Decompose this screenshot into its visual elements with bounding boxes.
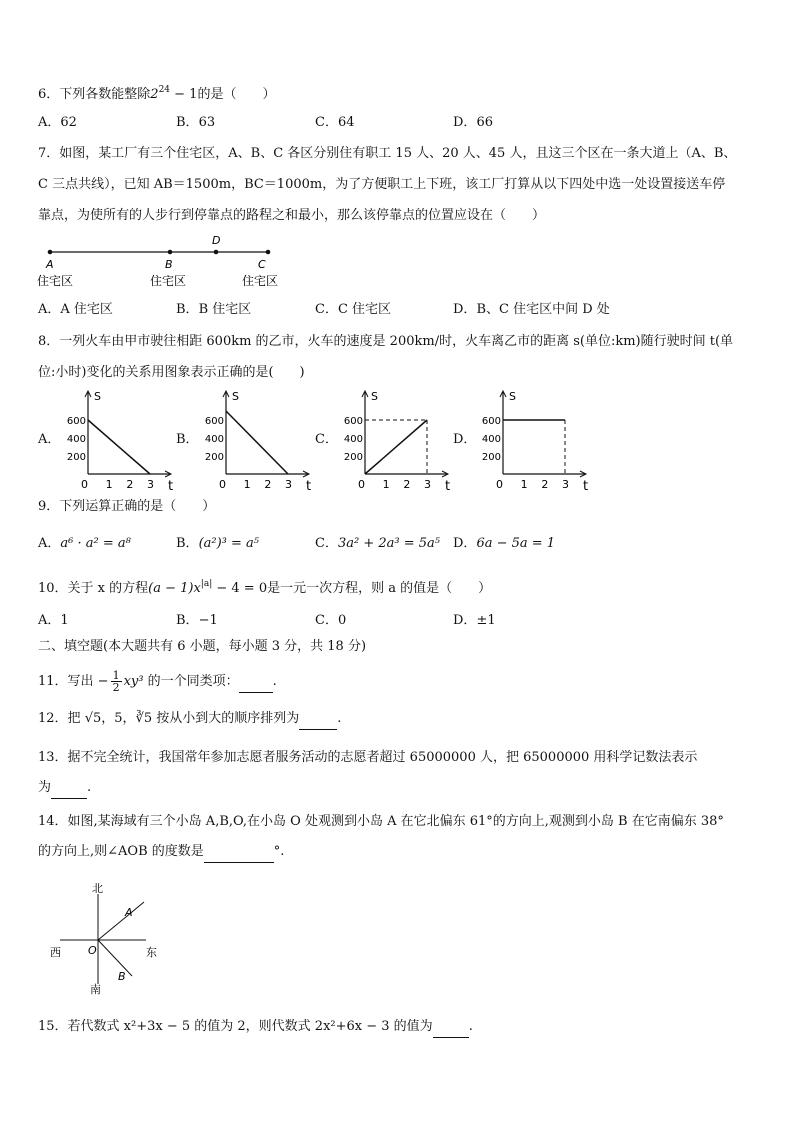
q7-line-3: 靠点，为使所有的人步行到停靠点的路程之和最小，那么该停靠点的位置应设在（ ） — [38, 208, 546, 223]
q12-answer-blank[interactable] — [299, 709, 337, 730]
option-letter: D． — [453, 115, 477, 130]
q13-line-1: 13．据不完全统计，我国常年参加志愿者服务活动的志愿者超过 65000000 人，把 65000000 用科学记数法表示 — [38, 750, 698, 765]
x-tick-label: 3 — [285, 478, 292, 491]
q6-text-before: 6．下列各数能整除 — [38, 87, 151, 102]
option-letter: A． — [38, 536, 61, 551]
q8-chart-d[interactable] — [473, 384, 591, 496]
q14-end: °. — [273, 844, 285, 859]
q8-option-d[interactable]: D． — [453, 432, 477, 447]
x-axis-label: t — [583, 479, 589, 494]
q7-option-a[interactable] — [38, 300, 113, 320]
east-label: 东 — [146, 946, 157, 959]
series-line — [226, 411, 288, 474]
option-letter: D． — [453, 302, 477, 317]
y-tick-label: 200 — [66, 452, 86, 463]
point-b — [168, 250, 173, 255]
q8-line-1: 8．一列火车由甲市驶往相距 600km 的乙市，火车的速度是 200km/时，火车离乙市的距离 s(单位:km)随行驶时间 t(单 — [38, 334, 734, 349]
ray-ob — [98, 940, 132, 976]
q14-compass-figure — [48, 880, 168, 995]
q10-text-after: 是一元一次方程，则 a 的值是（ ） — [267, 581, 492, 596]
q6-option-b[interactable] — [176, 113, 215, 133]
q15-end: . — [468, 1019, 473, 1034]
q10-stem — [38, 574, 491, 599]
q10-option-b[interactable] — [176, 611, 218, 631]
q13-answer-blank[interactable] — [51, 778, 87, 799]
point-b-label: B — [118, 970, 126, 983]
question-6-stem — [38, 80, 275, 105]
q6-option-a[interactable] — [38, 113, 77, 133]
y-tick-label: 200 — [343, 452, 363, 463]
option-letter: C． — [315, 115, 338, 130]
q9-stem: 9．下列运算正确的是（ ） — [38, 499, 216, 514]
option-letter: B． — [176, 536, 199, 551]
option-letter: B． — [176, 302, 199, 317]
q12-separator: ，5， — [101, 711, 136, 726]
q11-fraction — [111, 670, 122, 693]
option-letter: A． — [38, 302, 61, 317]
x-tick-label: 2 — [126, 478, 134, 491]
q7-option-b[interactable] — [176, 300, 251, 320]
option-letter: A． — [38, 115, 61, 130]
option-text: 0 — [337, 613, 347, 628]
ray-oa — [98, 902, 144, 940]
x-tick-label: 1 — [105, 478, 113, 491]
option-letter: B． — [176, 613, 199, 628]
q7-option-c[interactable] — [315, 300, 391, 320]
y-tick-label: 200 — [481, 452, 501, 463]
q11-prefix: 11．写出 − — [38, 674, 109, 689]
q6-option-c[interactable] — [315, 113, 355, 133]
option-letter: D． — [453, 536, 477, 551]
option-text: 1 — [60, 613, 69, 628]
q8-chart-a[interactable] — [58, 384, 176, 496]
option-text: B 住宅区 — [198, 302, 252, 317]
y-axis-label: S — [371, 390, 378, 403]
q9-option-b[interactable] — [176, 534, 259, 554]
q12-sqrt5: √5 — [84, 711, 102, 726]
q14-answer-blank[interactable] — [204, 842, 274, 863]
x-axis-label: t — [445, 479, 451, 494]
q11 — [38, 670, 277, 693]
q6-text-after: 的是（ ） — [197, 87, 276, 102]
q8-option-a[interactable]: A． — [38, 432, 61, 447]
option-letter: B． — [176, 115, 199, 130]
x-tick-label: 3 — [424, 478, 431, 491]
x-axis-label: t — [168, 479, 174, 494]
option-text: 66 — [476, 115, 493, 130]
q15-prefix: 15．若代数式 x²+3x − 5 的值为 2，则代数式 2x²+6x − 3 的值为 — [38, 1019, 433, 1034]
option-text: 6a − 5a = 1 — [476, 536, 556, 551]
q7-figure — [30, 230, 310, 292]
q7-option-d[interactable] — [453, 300, 610, 320]
option-text: 64 — [337, 115, 355, 130]
y-tick-label: 600 — [481, 416, 501, 427]
q11-answer-blank[interactable] — [239, 672, 273, 693]
point-o-label: O — [88, 944, 97, 957]
q12-prefix: 12．把 — [38, 711, 85, 726]
q6-tail: − 1 — [170, 87, 198, 102]
q8-option-c[interactable]: C． — [315, 432, 338, 447]
q11-suffix: 的一个同类项： — [143, 674, 239, 689]
q8-chart-c[interactable] — [335, 384, 453, 496]
q10-option-c[interactable] — [315, 611, 346, 631]
y-tick-label: 400 — [481, 434, 501, 445]
q7-line-1: 7．如图，某工厂有三个住宅区，A、B、C 各区分别住有职工 15 人、20 人、45 人，且这三个区在一条大道上（A、B、 — [38, 146, 737, 161]
section-heading: 二、填空题(本大题共有 6 小题，每小题 3 分，共 18 分) — [38, 639, 367, 654]
residential-c: 住宅区 — [242, 274, 279, 288]
q10-text-before: 10．关于 x 的方程 — [38, 581, 149, 596]
q8-line-2: 位:小时)变化的关系用图象表示正确的是( ) — [38, 365, 305, 380]
label-b: B — [165, 258, 173, 271]
option-text: ±1 — [476, 613, 496, 628]
point-d — [214, 250, 219, 255]
option-text: A 住宅区 — [60, 302, 113, 317]
y-tick-label: 600 — [66, 416, 86, 427]
q6-option-d[interactable] — [453, 113, 493, 133]
option-text: a⁶ · a² = a⁸ — [60, 536, 131, 551]
option-text: 3a² + 2a³ = 5a⁵ — [337, 536, 440, 551]
option-text: C 住宅区 — [337, 302, 392, 317]
y-tick-label: 400 — [204, 434, 224, 445]
option-text: B、C 住宅区中间 D 处 — [476, 302, 610, 317]
option-text: 63 — [198, 115, 216, 130]
point-c — [266, 250, 271, 255]
y-tick-label: 400 — [66, 434, 86, 445]
y-axis-label: S — [232, 390, 239, 403]
option-letter: D． — [453, 613, 477, 628]
q13-prefix: 为 — [38, 780, 52, 795]
q14-prefix: 的方向上,则∠AOB 的度数是 — [38, 844, 204, 859]
series-line — [365, 420, 427, 474]
x-tick-label: 2 — [541, 478, 549, 491]
q10-equation: (a − 1)x — [148, 581, 201, 596]
q13-line-2 — [38, 778, 91, 799]
q7-line-2: C 三点共线），已知 AB＝1500m，BC＝1000m，为了方便职工上下班，该工厂打算从以下四处中选一处设置接送车停 — [38, 177, 726, 192]
x-tick-label: 2 — [403, 478, 411, 491]
x-tick-label: 1 — [243, 478, 251, 491]
q11-end: . — [272, 674, 277, 689]
q12-cbrt5: ∛5 — [135, 711, 153, 726]
x-tick-label: 0 — [219, 478, 226, 491]
q8-option-b[interactable]: B． — [176, 432, 199, 447]
x-tick-label: 3 — [562, 478, 569, 491]
y-tick-label: 600 — [343, 416, 363, 427]
q10-exponent: |a| — [200, 579, 213, 589]
x-tick-label: 3 — [147, 478, 154, 491]
option-text: (a²)³ = a⁵ — [198, 536, 259, 551]
q9-option-a[interactable] — [38, 534, 131, 554]
label-d: D — [212, 234, 221, 247]
fraction-denominator: 2 — [112, 681, 120, 694]
y-tick-label: 400 — [343, 434, 363, 445]
q12-suffix: 按从小到大的顺序排列为 — [152, 711, 300, 726]
series-line — [88, 420, 150, 474]
q14-line-1: 14．如图,某海域有三个小岛 A,B,O,在小岛 O 处观测到小岛 A 在它北偏东 61°的方向上,观测到小岛 B 在它南偏东 38° — [38, 814, 724, 829]
north-label: 北 — [92, 882, 103, 895]
q9-option-d[interactable] — [453, 534, 555, 554]
q6-base: 2 — [150, 87, 159, 102]
x-tick-label: 1 — [520, 478, 528, 491]
q11-term: xy³ — [123, 674, 144, 689]
q12 — [38, 709, 341, 730]
x-tick-label: 2 — [264, 478, 272, 491]
x-tick-label: 0 — [81, 478, 88, 491]
x-tick-label: 0 — [358, 478, 365, 491]
y-tick-label: 200 — [204, 452, 224, 463]
south-label: 南 — [90, 983, 101, 995]
option-letter: C． — [315, 613, 338, 628]
y-axis-label: S — [509, 390, 516, 403]
q9-option-c[interactable] — [315, 534, 440, 554]
option-letter: A． — [38, 613, 61, 628]
q10-option-d[interactable] — [453, 611, 496, 631]
x-tick-label: 1 — [382, 478, 390, 491]
label-a: A — [46, 258, 54, 271]
q15-answer-blank[interactable] — [433, 1017, 469, 1038]
x-tick-label: 0 — [496, 478, 503, 491]
option-text: −1 — [198, 613, 218, 628]
q15 — [38, 1017, 473, 1038]
option-text: 62 — [60, 115, 77, 130]
label-c: C — [258, 258, 266, 271]
q8-chart-b[interactable] — [196, 384, 314, 496]
q12-end: . — [337, 711, 342, 726]
q6-exponent: 24 — [158, 85, 171, 95]
fraction-numerator: 1 — [112, 669, 120, 682]
x-axis-label: t — [306, 479, 312, 494]
q14-line-2 — [38, 842, 284, 863]
residential-b: 住宅区 — [150, 274, 187, 288]
residential-a: 住宅区 — [37, 274, 74, 288]
y-tick-label: 600 — [204, 416, 224, 427]
west-label: 西 — [50, 946, 61, 959]
option-letter: C． — [315, 536, 338, 551]
q10-equation-tail: − 4 = 0 — [212, 581, 268, 596]
q10-option-a[interactable] — [38, 611, 69, 631]
point-a — [48, 250, 53, 255]
option-letter: C． — [315, 302, 338, 317]
q13-end: . — [87, 780, 92, 795]
point-a-label: A — [125, 906, 133, 919]
y-axis-label: S — [94, 390, 101, 403]
